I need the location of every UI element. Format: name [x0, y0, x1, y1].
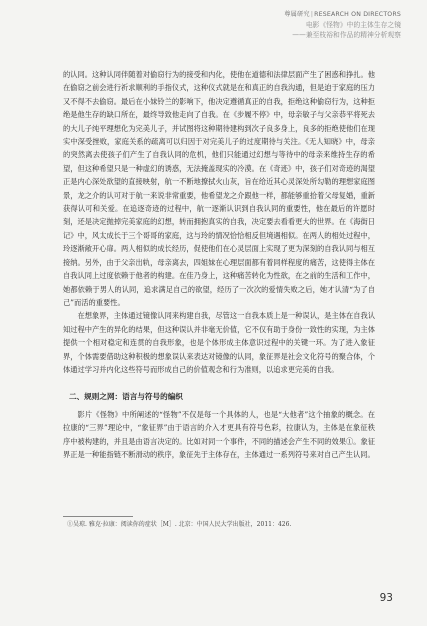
header-subtitle: ——兼至枝裕和作品的精神分析观察	[292, 31, 401, 39]
header-column-en: RESEARCH ON DIRECTORS	[314, 11, 401, 18]
footnote: ①吴琼. 雅克·拉康：阅读你的症状［M］. 北京：中国人民大学出版社，2011：426.	[67, 521, 292, 528]
section-heading: 二、规则之网：语言与符号的编织	[69, 392, 183, 402]
running-header	[211, 10, 401, 40]
body-paragraph: 在想象界，主体通过镜像认同来构建自我，尽管这一自我本质上是一种误认，是主体在自我认知过程中产生的异化的结果，但这种误认并非毫无价值，它不仅有助于身份一致性的实现，为主体提供一个相对稳定和连贯的自我形象，也是个体形成主体意识过程中的关键一环。为了进入象征界，个体需要借助这种积极的想象误认来表达对镜像的认同，象征界是社会文化符号的聚合体，个体通过学习并内化这些符号而形成自己的价值观念和行为准则，以追求更完美的自我。	[63, 311, 375, 374]
body-paragraph: 的认同。这种认同伴随着对偷窃行为的接受和内化，使他在道德和法律层面产生了困惑和挣扎。他在偷窃之前会进行祈求顺利的手指仪式，这种仪式就是在和真正的自我沟通，但是迫于家庭的压力又不得不去偷窃。最后在小妹铃兰的影响下，他决定遵循真正的自我，拒绝这种偷窃行为，这种拒绝是他生存的缺口所在，最终导致他走向了自我。在《步履不停》中，母亲敏子与父亲恭平将死去的大儿子纯平理想化为完美儿子，并试图将这种期待建构到次子良多身上，良多的拒绝使他们在现实中深受挫败，家庭关系的疏离可以归因于对完美儿子的过度期待与关注。《无人知晓》中，母亲的突然离去使孩子们产生了自我认同的危机，他们只能通过幻想与等待中的母亲来维持生存的希望，但这种希望只是一种虚幻的诱惑，无法掩盖现实的冷漠。在《奇迹》中，孩子们对奇迹的渴望正是内心深处欲望的直接映射，航一不断地撩拭火山灰，旨在给近其心灵深处所勾勒的理想家庭图景，龙之介的认可对于航一来说非常重要，他希望龙之介跟他一样，都能够重拾着父母复婚，重新获得认可和关爱。在追逐奇迹的过程中，航一逐渐认识到自我认同的重要性，他在最后的许愿时刻，还是决定抛掉完美家庭的幻想，转而拥抱真实的自我，决定要去看看更大的世界。在《海街日记》中，风太成长于三个哥哥的家庭，这与玲的情况恰恰相反但境遇相似。在两人的相处过程中，玲逐渐敞开心扉。两人相似的成长经历，促使他们在心灵层面上实现了更为深刻的自我认同与相互接纳。另外，由于父亲出轨，母亲离去，四姐妹在心理层面都有着同样程度的痛苦，这使得主体在自我认同上过度依赖于他者的构建。在佳乃身上，这种痛苦转化为性欲，在之前的生活和工作中，她都依赖于男人的认同，追求满足自己的欲望，经历了一次次的爱情失败之后，她才认清“为了自己”而活的重要性。	[63, 70, 375, 307]
header-title: 电影《怪物》中的主体生存之镜	[305, 21, 401, 29]
header-column: 尊属研究	[284, 11, 310, 18]
page-number: 93	[379, 592, 393, 604]
article-body	[63, 68, 375, 461]
body-paragraph: 影片《怪物》中所阐述的“怪物”不仅是每一个具体的人，也是“大他者”这个抽象的概念。在拉康的“三界”理论中，“象征界”由于语言的介入才更具有符号色彩，拉康认为，主体是在象征秩序中被构建的，并且是由语言决定的。比如对同一个事件，不同的描述会产生不同的效果①。象征界正是一种能指链不断滑动的秩序，象征先于主体存在，主体通过一系列符号来对自己产生认同。	[63, 409, 375, 459]
header-column-line: 尊属研究|RESEARCH ON DIRECTORS	[284, 11, 401, 18]
footnote-divider	[63, 516, 133, 517]
